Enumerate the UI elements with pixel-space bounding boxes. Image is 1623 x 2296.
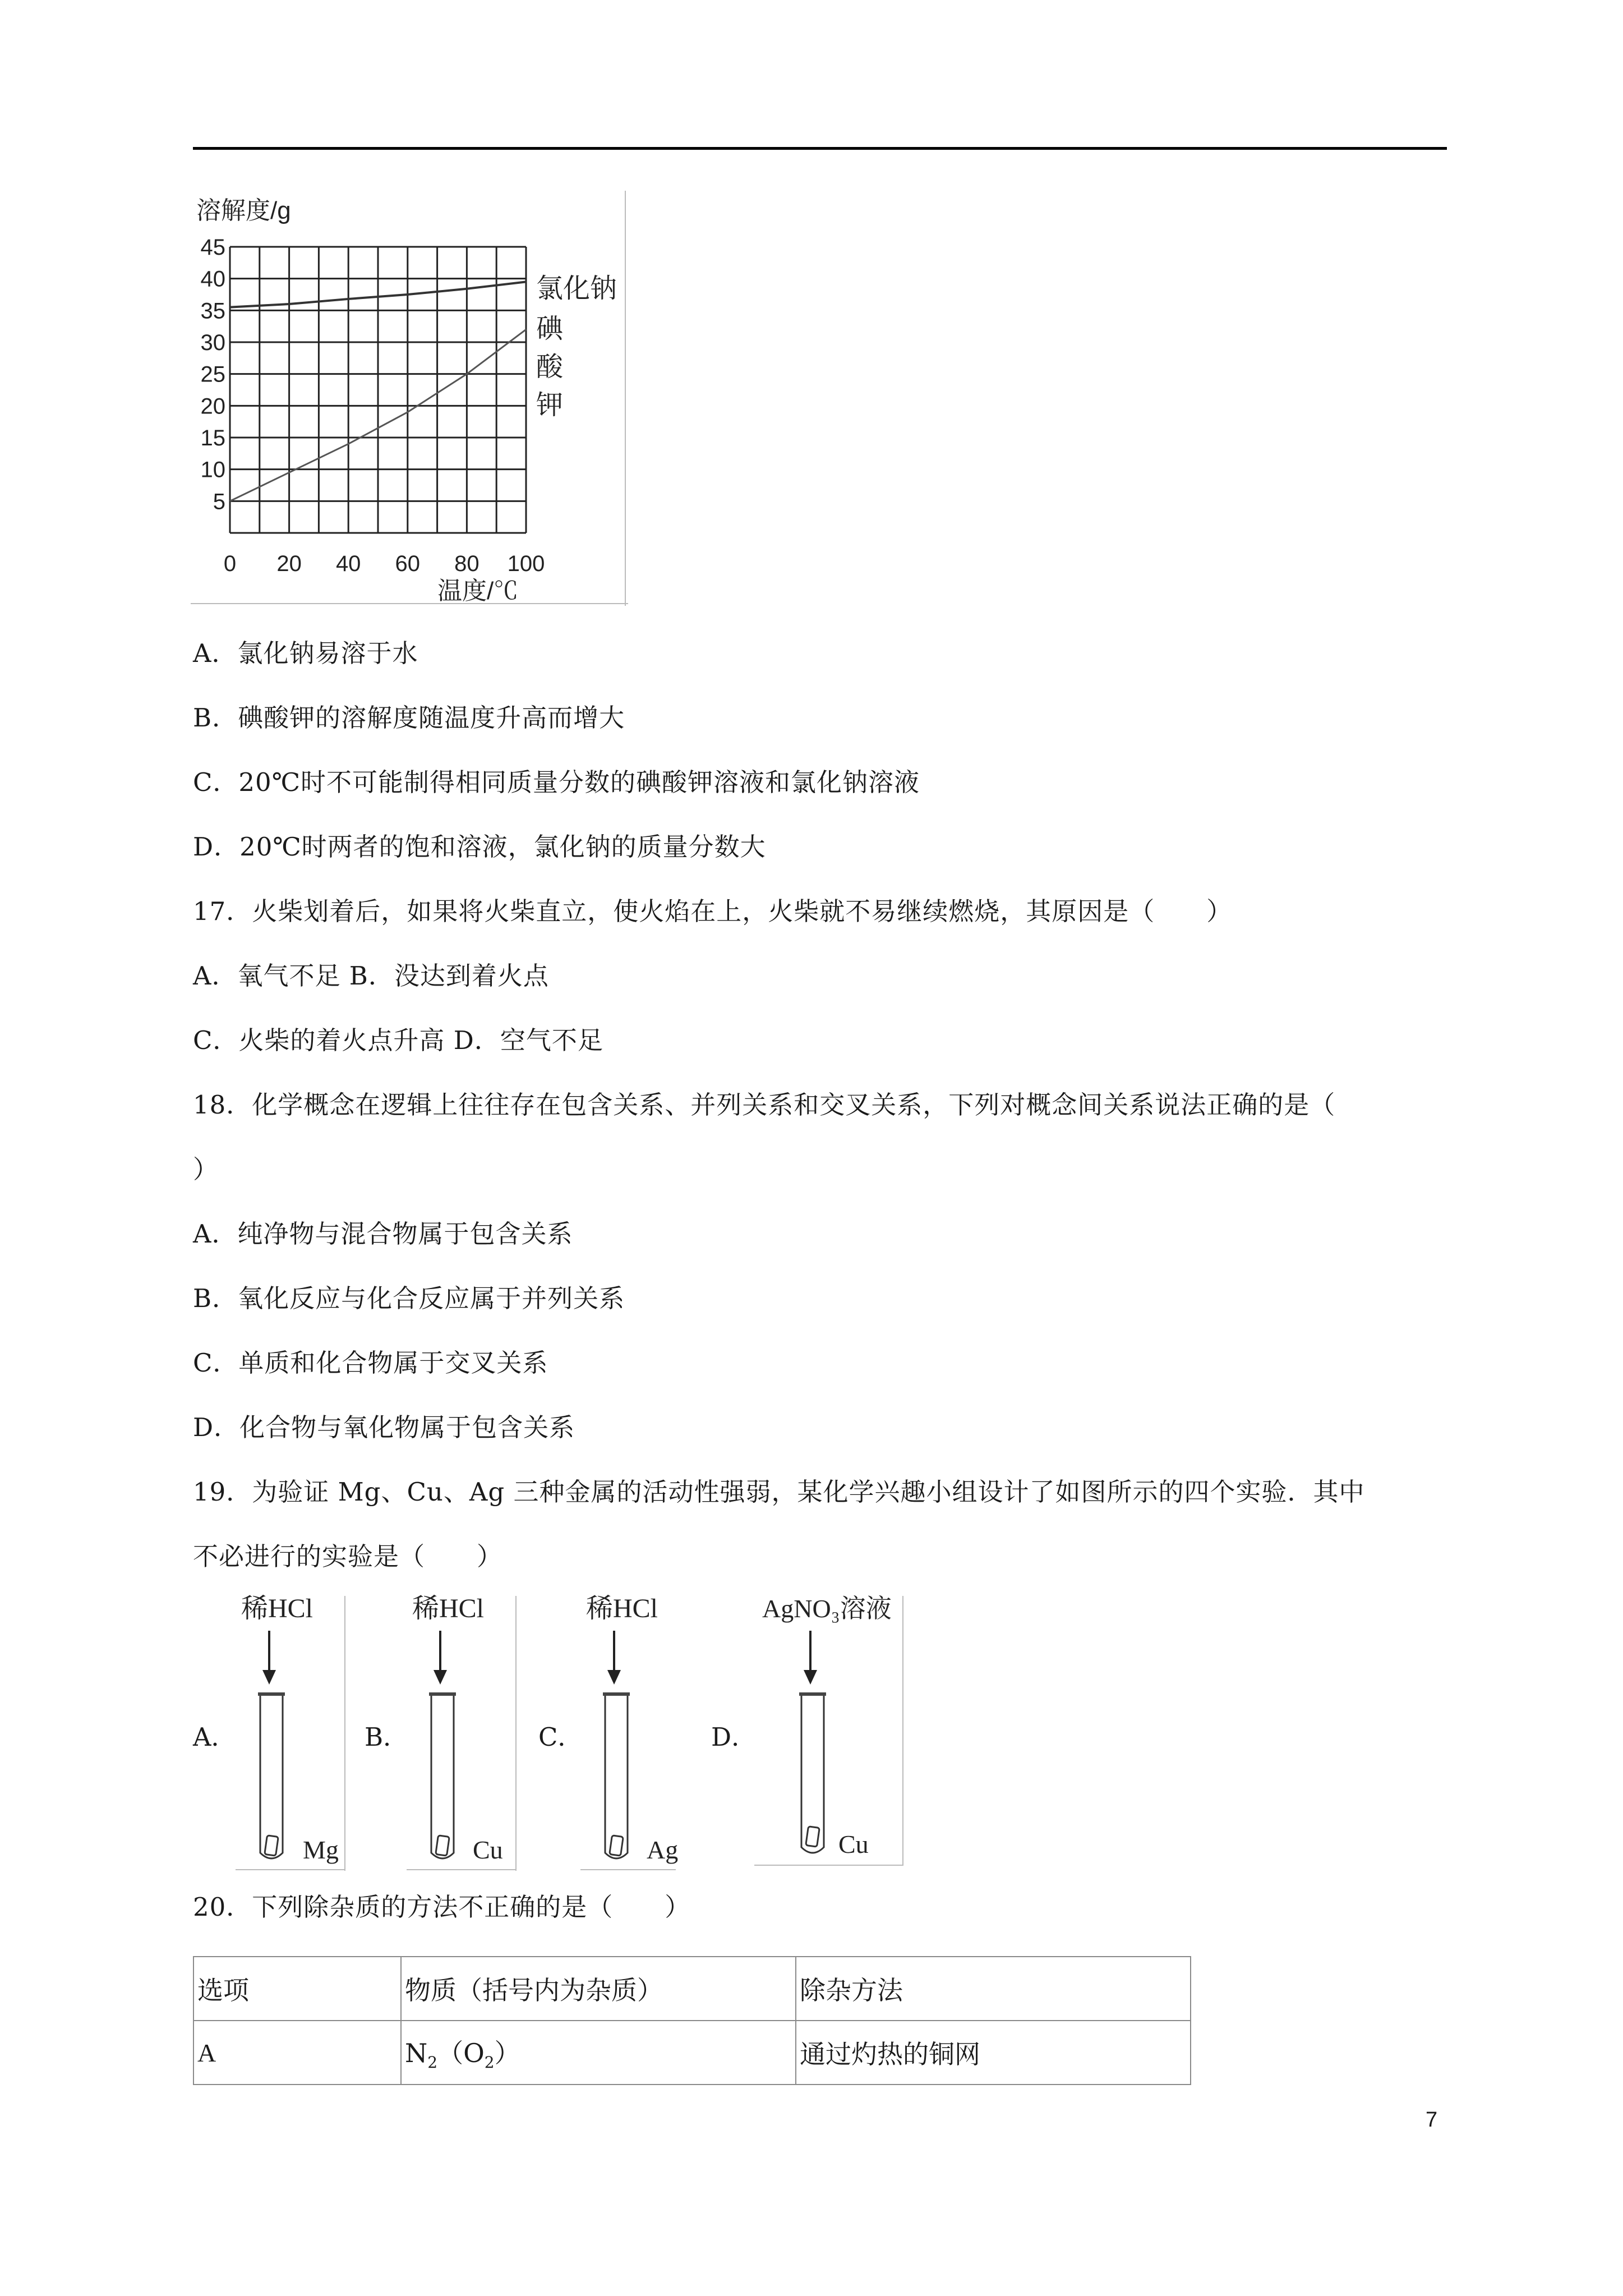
test-tube-b [407,1585,519,1876]
x-tick-label: 40 [335,551,361,576]
q17-stem: 17．火柴划着后，如果将火柴直立，使火焰在上，火柴就不易继续燃烧，其原因是（ ） [193,896,1233,926]
reagent-label-a: 稀HCl [241,1594,313,1623]
y-tick-label: 40 [200,266,225,292]
test-tube-d [754,1585,911,1876]
header-rule [193,147,1447,150]
series-label-nacl: 氯化钠 [536,274,617,303]
q19-option-a-letter: A． [193,1722,237,1752]
solubility-chart [191,191,628,606]
y-axis-label: 溶解度/g [196,197,291,224]
q19-stem: 19．为验证 Mg、Cu、Ag 三种金属的活动性强弱，某化学兴趣小组设计了如图所示的四个实验．其中 [193,1477,1365,1507]
table-header-cell: 选项 [193,1957,401,2021]
y-tick-label: 5 [213,489,225,514]
series-label-kio3-1: 碘 [536,314,564,344]
q17-options-cd: C．火柴的着火点升高 D．空气不足 [193,1025,603,1055]
q18-stem: 18．化学概念在逻辑上往往存在包含关系、并列关系和交叉关系，下列对概念间关系说法正确的是（ [193,1090,1336,1120]
table-header-cell: 除杂方法 [796,1957,1191,2021]
q16-option-c: C．20℃时不可能制得相同质量分数的碘酸钾溶液和氯化钠溶液 [193,767,920,797]
x-tick-label: 20 [276,551,302,576]
series-label-kio3-2: 酸 [536,352,564,382]
reagent-label-c: 稀HCl [586,1594,658,1623]
table-cell-option: A [193,2021,401,2085]
y-tick-label: 30 [200,330,225,355]
y-tick-label: 20 [200,394,225,419]
q18-stem-cont: ） [193,1154,219,1184]
series-label-kio3-3: 钾 [536,390,564,420]
q17-options-ab: A．氧气不足 B．没达到着火点 [193,961,549,991]
y-tick-label: 35 [200,298,225,324]
table-header-row [193,1957,1191,2021]
q16-option-a: A．氯化钠易溶于水 [193,638,418,668]
q19-option-b-letter: B． [365,1722,409,1752]
table-cell-substance [401,2021,796,2085]
q20-table [193,1956,1191,2085]
q18-option-c: C．单质和化合物属于交叉关系 [193,1348,548,1378]
y-tick-label: 10 [200,457,225,482]
y-tick-labels [201,235,226,514]
q19-option-c-letter: C． [538,1722,583,1752]
q16-option-d: D．20℃时两者的饱和溶液，氯化钠的质量分数大 [193,832,766,862]
formula-o-subscript: 2 [484,2053,495,2072]
page-number: 7 [1426,2108,1438,2132]
reagent-label-b: 稀HCl [412,1594,485,1623]
q18-option-d: D．化合物与氧化物属于包含关系 [193,1412,575,1442]
table-cell-method: 通过灼热的铜网 [796,2021,1191,2085]
metal-label-c: Ag [647,1835,679,1864]
x-tick-label: 60 [395,551,421,576]
formula-impurity: （O [437,2038,485,2069]
test-tube-c [580,1585,693,1876]
table-row [193,2021,1191,2085]
y-tick-label: 45 [200,235,225,260]
x-axis-label: 温度/℃ [437,577,519,605]
formula-n: N [405,2038,428,2069]
test-tube-a [236,1585,348,1876]
reagent-label-d: AgNO₃溶液 [762,1594,892,1623]
x-tick-label: 100 [507,551,545,576]
metal-label-b: Cu [473,1835,503,1864]
q18-option-b: B．氧化反应与化合反应属于并列关系 [193,1283,625,1313]
q20-stem: 20．下列除杂质的方法不正确的是（ ） [193,1892,691,1922]
q18-option-a: A．纯净物与混合物属于包含关系 [193,1219,573,1249]
y-tick-label: 15 [200,426,225,450]
x-tick-label: 0 [223,551,237,576]
table-header-cell: 物质（括号内为杂质） [401,1957,796,2021]
q16-option-b: B．碘酸钾的溶解度随温度升高而增大 [193,703,625,733]
metal-label-d: Cu [838,1830,869,1858]
y-tick-label: 25 [200,362,225,387]
x-tick-label: 80 [454,551,479,576]
formula-n-subscript: 2 [427,2053,438,2072]
q19-option-d-letter: D． [711,1722,757,1752]
q19-stem-cont: 不必进行的实验是（ ） [193,1542,503,1571]
formula-paren-close: ） [494,2038,520,2069]
metal-label-a: Mg [303,1835,339,1864]
